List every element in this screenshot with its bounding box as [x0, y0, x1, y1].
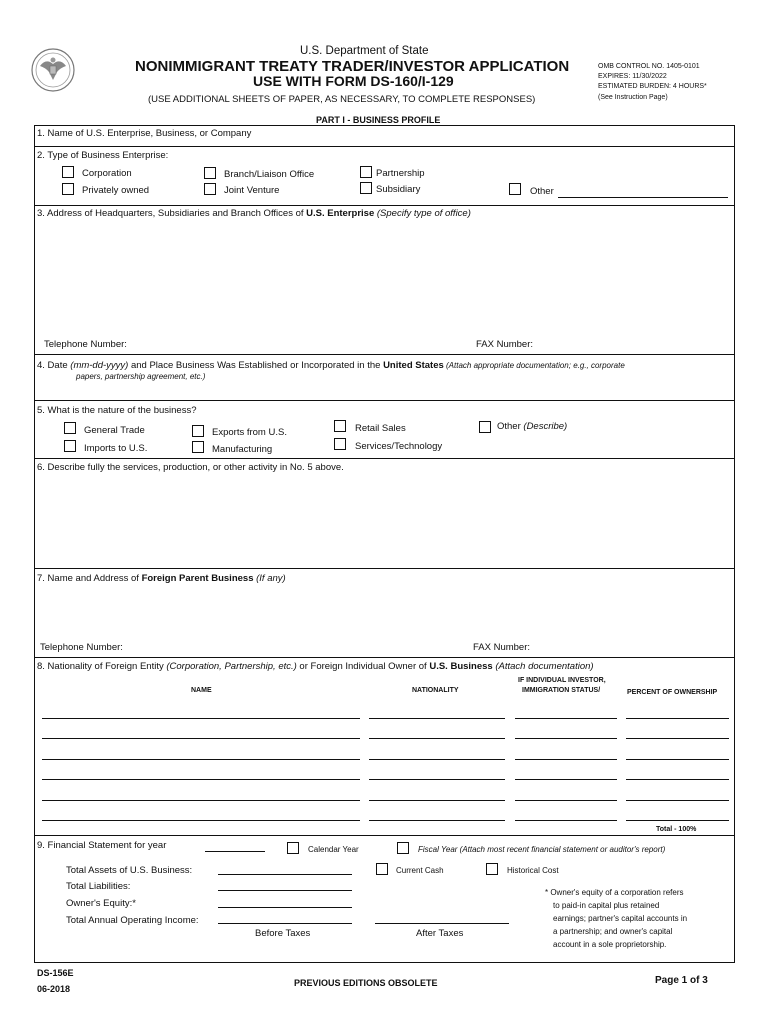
calendar-year-checkbox[interactable]: [287, 842, 299, 854]
page-number: Page 1 of 3: [655, 975, 708, 986]
corporation-checkbox[interactable]: [62, 166, 74, 178]
imports-label: Imports to U.S.: [84, 443, 148, 454]
col-immigration-header-1: IF INDIVIDUAL INVESTOR,: [518, 677, 606, 684]
retail-sales-checkbox[interactable]: [334, 420, 346, 432]
calendar-year-label: Calendar Year: [308, 845, 359, 854]
q7-foreign-parent-input[interactable]: [36, 586, 733, 636]
privately-owned-checkbox[interactable]: [62, 183, 74, 195]
income-before-taxes-input[interactable]: [218, 923, 352, 924]
instructions-note: (USE ADDITIONAL SHEETS OF PAPER, AS NECESSARY, TO COMPLETE RESPONSES): [148, 94, 536, 105]
owner-nationality-input-6[interactable]: [369, 820, 505, 821]
other-business-label: Other (Describe): [497, 421, 568, 432]
q3-fax-label: FAX Number:: [476, 339, 534, 350]
equity-note-2: to paid-in capital plus retained: [553, 901, 660, 910]
owner-nationality-input-4[interactable]: [369, 779, 505, 780]
manufacturing-checkbox[interactable]: [192, 441, 204, 453]
subsidiary-checkbox[interactable]: [360, 182, 372, 194]
agency-name: U.S. Department of State: [300, 45, 429, 57]
owner-name-input-5[interactable]: [42, 800, 360, 801]
current-cash-checkbox[interactable]: [376, 863, 388, 875]
q7-telephone-label: Telephone Number:: [40, 642, 123, 653]
form-subtitle: USE WITH FORM DS-160/I-129: [253, 73, 454, 89]
q7-fax-label: FAX Number:: [473, 642, 531, 653]
owner-percent-input-5[interactable]: [626, 800, 729, 801]
corporation-label: Corporation: [82, 168, 132, 179]
form-number: DS-156E: [37, 968, 74, 978]
manufacturing-label: Manufacturing: [212, 444, 273, 455]
form-revision-date: 06-2018: [37, 984, 71, 994]
fiscal-year-checkbox[interactable]: [397, 842, 409, 854]
estimated-burden: ESTIMATED BURDEN: 4 HOURS*: [598, 83, 707, 90]
historical-cost-checkbox[interactable]: [486, 863, 498, 875]
col-name-header: NAME: [191, 687, 212, 694]
col-percent-header: PERCENT OF OWNERSHIP: [627, 689, 718, 696]
owner-status-input-5[interactable]: [515, 800, 617, 801]
q6-label: 6. Describe fully the services, production, or other activity in No. 5 above.: [37, 462, 344, 473]
general-trade-checkbox[interactable]: [64, 422, 76, 434]
branch-office-checkbox[interactable]: [204, 167, 216, 179]
q3-address-input[interactable]: [36, 222, 733, 332]
owners-equity-input[interactable]: [218, 907, 352, 908]
income-after-taxes-input[interactable]: [375, 923, 509, 924]
exports-checkbox[interactable]: [192, 425, 204, 437]
other-type-checkbox[interactable]: [509, 183, 521, 195]
col-immigration-header-2: IMMIGRATION STATUS/: [522, 687, 601, 694]
q3-label: 3. Address of Headquarters, Subsidiaries and Branch Offices of U.S. Enterprise (Specify type of office): [37, 208, 471, 219]
joint-venture-label: Joint Venture: [224, 185, 280, 196]
owner-nationality-input-3[interactable]: [369, 759, 505, 760]
omb-control: OMB CONTROL NO. 1405-0101: [598, 63, 700, 70]
q4-label: 4. Date (mm-dd-yyyy) and Place Business Was Established or Incorporated in the United States (Attach appropriate documentation; e.g., corporate: [37, 360, 625, 371]
owner-percent-input-6[interactable]: [626, 820, 729, 821]
services-technology-checkbox[interactable]: [334, 438, 346, 450]
equity-note-5: account in a sole proprietorship.: [553, 940, 667, 949]
total-percent-label: Total - 100%: [656, 826, 697, 833]
equity-note-1: * Owner's equity of a corporation refers: [545, 888, 684, 897]
owner-status-input-4[interactable]: [515, 779, 617, 780]
equity-note-3: earnings; partner's capital accounts in: [553, 914, 688, 923]
other-type-input[interactable]: [558, 197, 728, 198]
owner-status-input-3[interactable]: [515, 759, 617, 760]
owner-status-input-2[interactable]: [515, 738, 617, 739]
owner-name-input-1[interactable]: [42, 718, 360, 719]
instruction-page-ref: (See Instruction Page): [598, 94, 668, 101]
general-trade-label: General Trade: [84, 425, 145, 436]
owner-name-input-4[interactable]: [42, 779, 360, 780]
before-taxes-label: Before Taxes: [255, 928, 311, 939]
imports-checkbox[interactable]: [64, 440, 76, 452]
owners-equity-label: Owner's Equity:*: [66, 898, 136, 909]
privately-owned-label: Privately owned: [82, 185, 150, 196]
total-liabilities-input[interactable]: [218, 890, 352, 891]
owner-nationality-input-5[interactable]: [369, 800, 505, 801]
owner-nationality-input-2[interactable]: [369, 738, 505, 739]
after-taxes-label: After Taxes: [416, 928, 464, 939]
owner-name-input-3[interactable]: [42, 759, 360, 760]
total-liabilities-label: Total Liabilities:: [66, 881, 131, 892]
part1-title: PART I - BUSINESS PROFILE: [316, 115, 441, 125]
q8-label: 8. Nationality of Foreign Entity (Corporation, Partnership, etc.) or Foreign Individual Owner of U.S. Business (Attach documentation): [37, 661, 594, 672]
owner-nationality-input-1[interactable]: [369, 718, 505, 719]
branch-office-label: Branch/Liaison Office: [224, 169, 315, 180]
total-assets-label: Total Assets of U.S. Business:: [66, 865, 193, 876]
q1-label: 1. Name of U.S. Enterprise, Business, or Company: [37, 128, 252, 139]
q5-label: 5. What is the nature of the business?: [37, 405, 197, 416]
owner-status-input-6[interactable]: [515, 820, 617, 821]
partnership-checkbox[interactable]: [360, 166, 372, 178]
exports-label: Exports from U.S.: [212, 427, 287, 438]
subsidiary-label: Subsidiary: [376, 184, 421, 195]
q9-label: 9. Financial Statement for year: [37, 840, 167, 851]
equity-note-4: a partnership; and owner's capital: [553, 927, 673, 936]
operating-income-label: Total Annual Operating Income:: [66, 915, 199, 926]
owner-percent-input-3[interactable]: [626, 759, 729, 760]
expiration-date: EXPIRES: 11/30/2022: [598, 73, 667, 80]
retail-sales-label: Retail Sales: [355, 423, 406, 434]
owner-percent-input-4[interactable]: [626, 779, 729, 780]
other-business-checkbox[interactable]: [479, 421, 491, 433]
q6-description-input[interactable]: [36, 476, 733, 566]
historical-cost-label: Historical Cost: [507, 866, 559, 875]
q4-attach-note: papers, partnership agreement, etc.): [76, 372, 206, 381]
partnership-label: Partnership: [376, 168, 425, 179]
owner-status-input-1[interactable]: [515, 718, 617, 719]
col-nationality-header: NATIONALITY: [412, 687, 459, 694]
total-assets-input[interactable]: [218, 874, 352, 875]
owner-percent-input-1[interactable]: [626, 718, 729, 719]
q3-telephone-label: Telephone Number:: [44, 339, 127, 350]
services-technology-label: Services/Technology: [355, 441, 443, 452]
state-department-seal-icon: [30, 46, 76, 94]
financial-year-input[interactable]: [205, 851, 265, 852]
fiscal-year-label: Fiscal Year (Attach most recent financial statement or auditor's report): [418, 845, 666, 854]
other-type-label: Other: [530, 186, 554, 197]
q4-date-place-input[interactable]: [36, 384, 733, 398]
joint-venture-checkbox[interactable]: [204, 183, 216, 195]
q2-label: 2. Type of Business Enterprise:: [37, 150, 169, 161]
current-cash-label: Current Cash: [396, 866, 444, 875]
previous-editions-note: PREVIOUS EDITIONS OBSOLETE: [294, 978, 438, 988]
owner-percent-input-2[interactable]: [626, 738, 729, 739]
owner-name-input-6[interactable]: [42, 820, 360, 821]
form-title: NONIMMIGRANT TREATY TRADER/INVESTOR APPLICATION: [135, 58, 570, 75]
owner-name-input-2[interactable]: [42, 738, 360, 739]
q7-label: 7. Name and Address of Foreign Parent Business (If any): [37, 573, 286, 584]
